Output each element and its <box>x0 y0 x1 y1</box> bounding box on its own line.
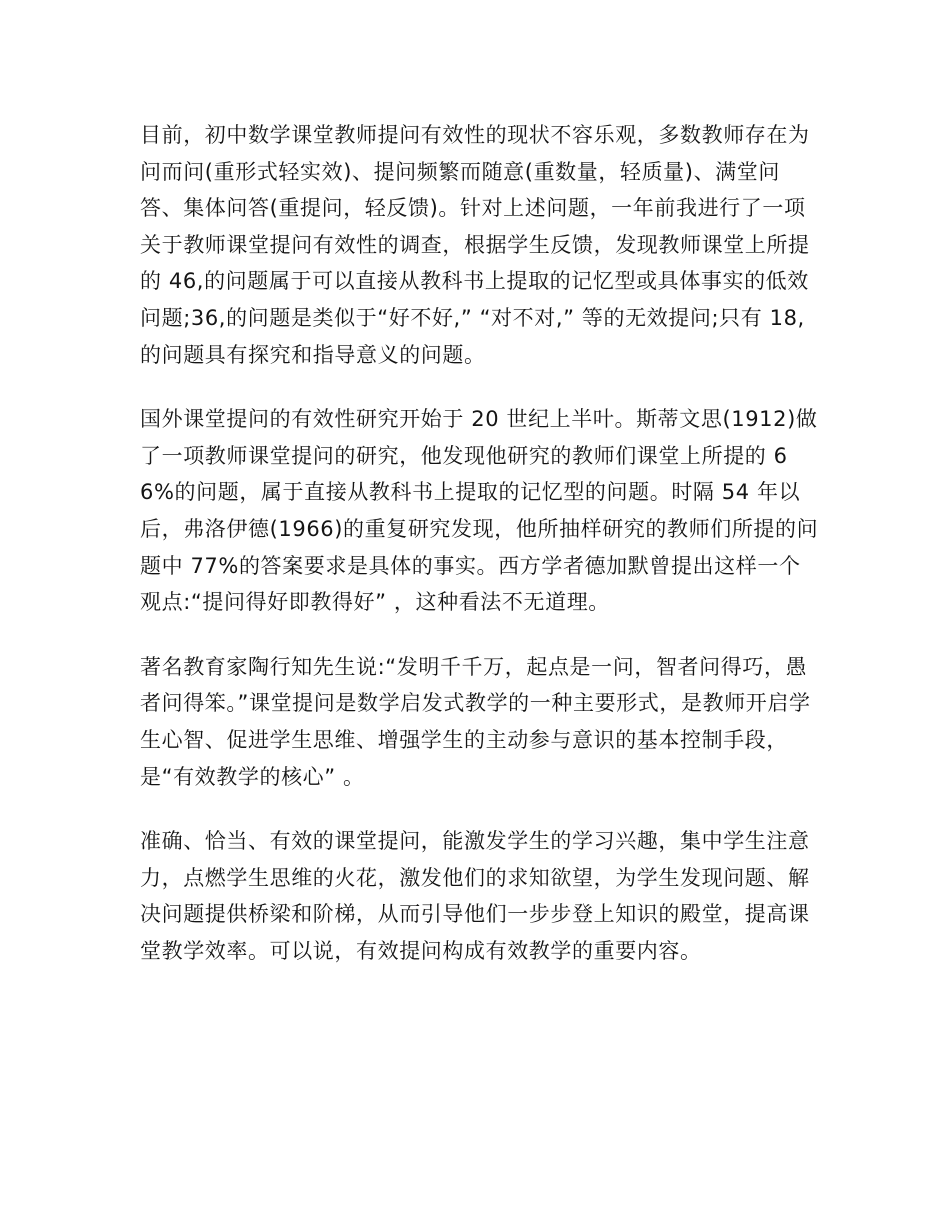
document-body <box>140 117 820 997</box>
paragraph-current-situation: 目前，初中数学课堂教师提问有效性的现状不容乐观，多数教师存在为问而问(重形式轻实效)、提问频繁而随意(重数量，轻质量)、满堂问答、集体问答(重提问，轻反馈)。针对上述问题，一年前我进行了一项关于教师课堂提问有效性的调查，根据学生反馈，发现教师课堂上所提的 46,的问题属于可以直接从教科书上提取的记忆型或具体事实的低效问题;36,的问题是类似于“好不好,” “对不对,” 等的无效提问;只有 18,的问题具有探究和指导意义的问题。 <box>140 123 810 367</box>
paragraph-effective-questioning: 准确、恰当、有效的课堂提问，能激发学生的学习兴趣，集中学生注意力，点燃学生思维的火花，激发他们的求知欲望，为学生发现问题、解决问题提供桥梁和阶梯，从而引导他们一步步登上知识的殿堂，提高课堂教学效率。可以说，有效提问构成有效教学的重要内容。 <box>140 829 810 963</box>
paragraph-foreign-research: 国外课堂提问的有效性研究开始于 20 世纪上半叶。斯蒂文思(1912)做了一项教师课堂提问的研究，他发现他研究的教师们课堂上所提的 66%的问题，属于直接从教科书上提取的记忆型的问题。时隔 54 年以后，弗洛伊德(1966)的重复研究发现，他所抽样研究的教师们所提的问题中 77%的答案要求是具体的事实。西方学者德加默曾提出这样一个观点:“提问得好即教得好” ，这种看法不无道理。 <box>140 407 819 615</box>
paragraph-tao-xingzhi-quote: 著名教育家陶行知先生说:“发明千千万，起点是一问，智者问得巧，愚者问得笨。”课堂提问是数学启发式教学的一种主要形式，是教师开启学生心智、促进学生思维、增强学生的主动参与意识的基本控制手段，是“有效教学的核心” 。 <box>140 654 811 789</box>
